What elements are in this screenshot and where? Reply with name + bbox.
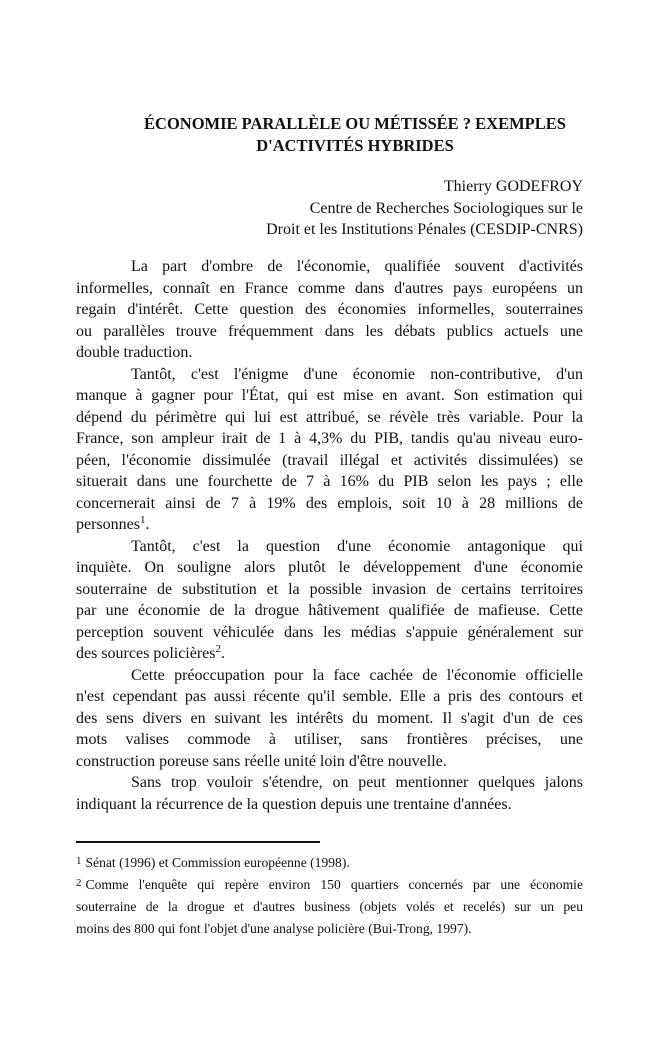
text-line [76, 729, 583, 751]
footnote-reference: 2 [215, 643, 222, 655]
text-line [76, 450, 583, 472]
footnote-reference: 1 [139, 514, 146, 526]
line-text: double traduction. [76, 344, 193, 361]
text-line [76, 579, 583, 601]
text-line [76, 686, 583, 708]
footnote [76, 852, 583, 874]
line-text: concernerait ainsi de 7 à 19% des emplois, soit 10 à 28 millions de [76, 494, 583, 512]
text-line [76, 665, 583, 687]
text-line [76, 428, 583, 450]
footnote-line [76, 896, 583, 918]
text-line [76, 256, 583, 278]
text-line [76, 385, 583, 407]
footnote-line [76, 918, 583, 940]
text-line [76, 536, 583, 558]
line-text: La part d'ombre de l'économie, qualifiée souvent d'activités [131, 258, 583, 275]
line-text: indiquant la récurrence de la question depuis une trentaine d'années. [76, 795, 512, 813]
footnote-text: moins des 800 qui font l'objet d'une analyse policière (Bui-Trong, 1997). [76, 921, 472, 936]
line-text: informelles, connaît en France comme dans d'autres pays européens un [76, 279, 583, 297]
footnote-text: Comme l'enquête qui repère environ 150 quartiers concernés par une économie [85, 877, 583, 892]
body-text [76, 256, 583, 815]
line-text: des sources policières [76, 645, 216, 662]
line-text: mots valises commode à utiliser, sans frontières précises, une [76, 731, 583, 748]
footnote-number: 1 [76, 855, 82, 867]
line-text: Sans trop vouloir s'étendre, on peut mentionner quelques jalons [131, 774, 583, 791]
line-text: manque à gagner pour l'État, qui est mise en avant. Son estimation qui [76, 387, 583, 404]
footnote-number: 2 [76, 877, 82, 889]
line-text: regain d'intérêt. Cette question des économies informelles, souterraines [76, 301, 583, 318]
text-line [76, 321, 583, 343]
punctuation: . [221, 645, 226, 662]
paragraph [76, 665, 583, 773]
text-line [76, 471, 583, 493]
footnote-text: souterraine de la drogue et d'autres business (objets volés et recelés) sur un peu [76, 899, 583, 914]
article-title-line-1: ÉCONOMIE PARALLÈLE OU MÉTISSÉE ? EXEMPLES [144, 114, 566, 133]
text-line [76, 772, 583, 794]
text-line [76, 794, 583, 816]
footnote-separator [76, 841, 320, 843]
line-text: personnes [76, 516, 140, 533]
line-text: Cette préoccupation pour la face cachée de l'économie officielle [131, 666, 583, 684]
line-text: construction poreuse sans réelle unité loin d'être nouvelle. [76, 752, 447, 770]
line-text: ou parallèles trouve fréquemment dans les débats publics actuels une [76, 322, 583, 340]
line-text: des sens divers en suivant les intérêts du moment. Il s'agit d'un de ces [76, 709, 583, 727]
paragraph [76, 772, 583, 815]
footnote-line [76, 852, 583, 874]
line-text: souterraine de substitution et la possible invasion de certains territoires [76, 580, 583, 598]
line-text: péen, l'économie dissimulée (travail illégal et activités dissimulées) se [76, 451, 583, 469]
line-text: Tantôt, c'est la question d'une économie antagonique qui [131, 537, 583, 555]
author-name: Thierry GODEFROY [443, 178, 583, 195]
paragraph [76, 536, 583, 665]
line-text: inquiète. On souligne alors plutôt le développement d'une économie [76, 559, 583, 576]
text-line [76, 643, 583, 665]
text-line [76, 493, 583, 515]
author-affiliation-line-2: Droit et les Institutions Pénales (CESDIP-CNRS) [266, 221, 583, 238]
text-line [76, 278, 583, 300]
author-affiliation-line-1: Centre de Recherches Sociologiques sur le [309, 200, 583, 217]
footnote-text: Sénat (1996) et Commission européenne (1998). [85, 855, 350, 870]
line-text: par une économie de la drogue hâtivement qualifiée de mafieuse. Cette [76, 602, 583, 619]
punctuation: . [145, 516, 150, 533]
article-title-line-2: D'ACTIVITÉS HYBRIDES [256, 136, 454, 155]
paragraph [76, 364, 583, 536]
footnote [76, 874, 583, 940]
text-line [76, 342, 583, 364]
text-line [76, 600, 583, 622]
text-line [76, 514, 583, 536]
line-text: Tantôt, c'est l'énigme d'une économie non-contributive, d'un [131, 365, 583, 383]
text-line [76, 299, 583, 321]
paragraph [76, 256, 583, 364]
text-line [76, 557, 583, 579]
footnotes [76, 852, 583, 940]
line-text: perception souvent véhiculée dans les médias s'appuie généralement sur [76, 623, 583, 641]
text-line [76, 708, 583, 730]
line-text: dépend du périmètre qui lui est attribué, se révèle très variable. Pour la [76, 408, 583, 426]
text-line [76, 407, 583, 429]
text-line [76, 622, 583, 644]
text-line [76, 364, 583, 386]
line-text: n'est cependant pas aussi récente qu'il semble. Elle a pris des contours et [76, 688, 583, 705]
text-line [76, 751, 583, 773]
line-text: situerait dans une fourchette de 7 à 16% du PIB selon les pays ; elle [76, 473, 583, 490]
line-text: France, son ampleur irait de 1 à 4,3% du PIB, tandis qu'au niveau euro- [76, 430, 583, 447]
footnote-line [76, 874, 583, 896]
